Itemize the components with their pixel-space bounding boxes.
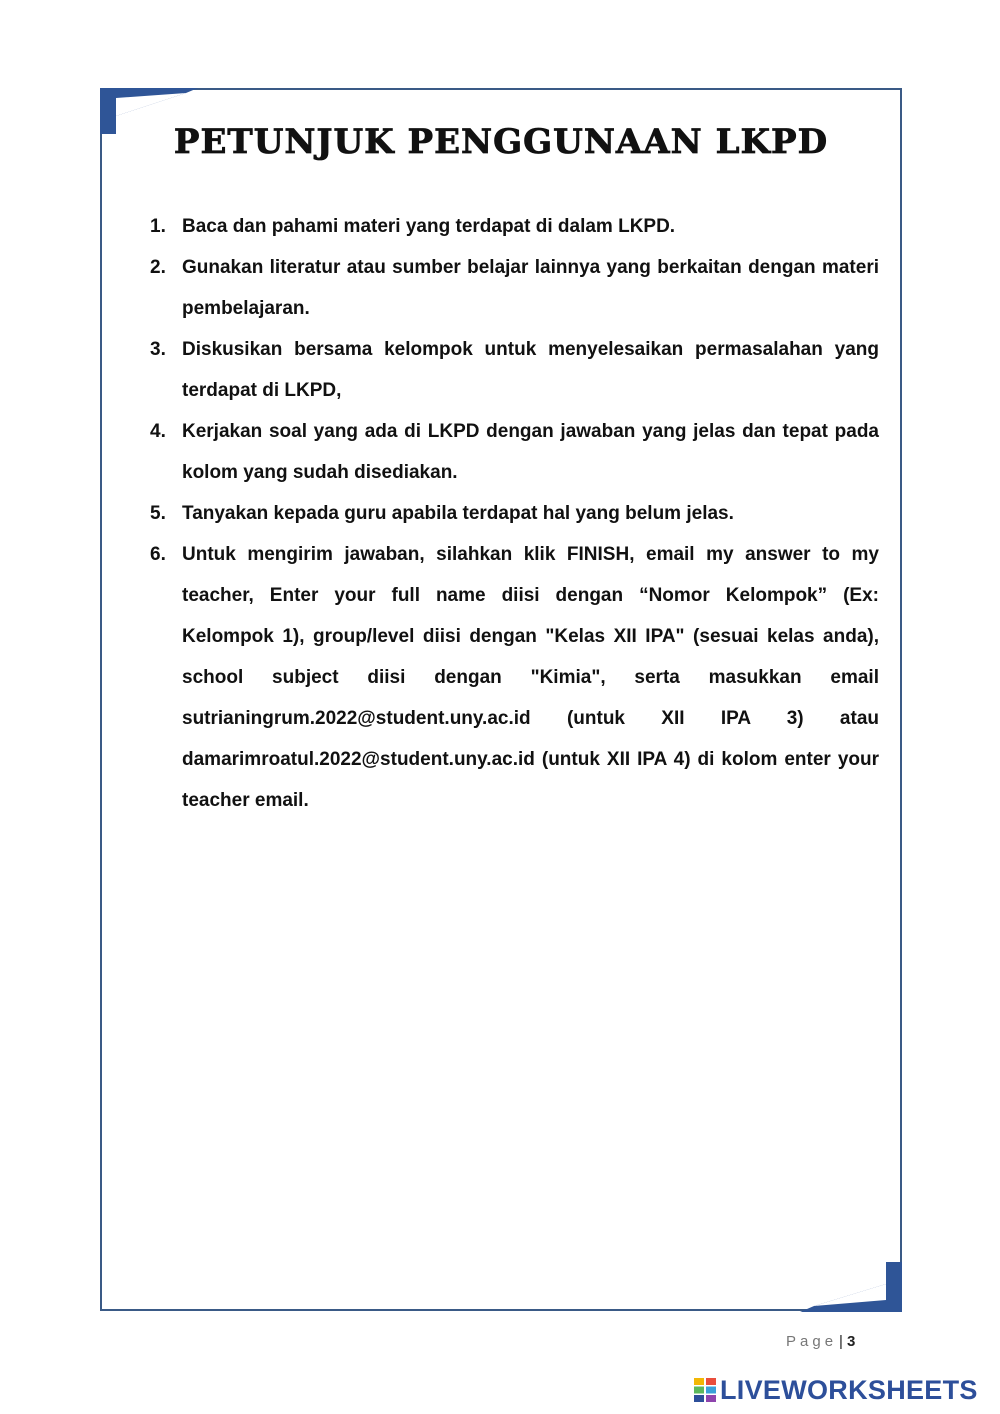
list-item [150,493,879,534]
page-title: PETUNJUK PENGGUNAAN LKPD [173,122,829,162]
list-item-text: Tanyakan kepada guru apabila terdapat hal yang belum jelas. [182,503,734,524]
instruction-list [150,206,879,821]
page-separator: | [839,1333,843,1350]
list-item-text: Kerjakan soal yang ada di LKPD dengan jawaban yang jelas dan tepat pada kolom yang sudah disediakan. [182,421,879,483]
page-number: 3 [846,1333,856,1350]
list-item [150,247,879,329]
page-label: Page [786,1333,838,1350]
list-item [150,206,879,247]
list-item-number: 6. [150,544,166,565]
list-item-text: Diskusikan bersama kelompok untuk menyelesaikan permasalahan yang terdapat di LKPD, [182,339,879,401]
page-number-footer [786,1333,855,1350]
list-item-number: 3. [150,339,166,360]
list-item-text: Untuk mengirim jawaban, silahkan klik FINISH, email my answer to my teacher, Enter your full name diisi dengan “Nomor Kelompok” (Ex: Kelompok 1), group/level diisi dengan "Kelas XII IPA" (sesuai kelas anda), school subject diisi dengan "Kimia", serta masukkan email sutrianingrum.2022@student.uny.ac.id (untuk XII IPA 3) atau damarimroatul.2022@student.uny.ac.id (untuk XII IPA 4) di kolom enter your teacher email. [182,544,879,811]
list-item-number: 5. [150,503,166,524]
list-item-text: Baca dan pahami materi yang terdapat di dalam LKPD. [182,216,676,237]
list-item [150,534,879,821]
corner-decoration-bottom-right [800,1262,902,1312]
list-item-number: 2. [150,257,166,278]
list-item-number: 1. [150,216,166,237]
liveworksheets-logo[interactable] [694,1374,978,1406]
list-item [150,329,879,411]
logo-text: LIVEWORKSHEETS [720,1374,978,1405]
list-item [150,411,879,493]
liveworksheets-logo-icon [694,1378,716,1402]
list-item-text: Gunakan literatur atau sumber belajar lainnya yang berkaitan dengan materi pembelajaran. [182,257,879,319]
list-item-number: 4. [150,421,166,442]
